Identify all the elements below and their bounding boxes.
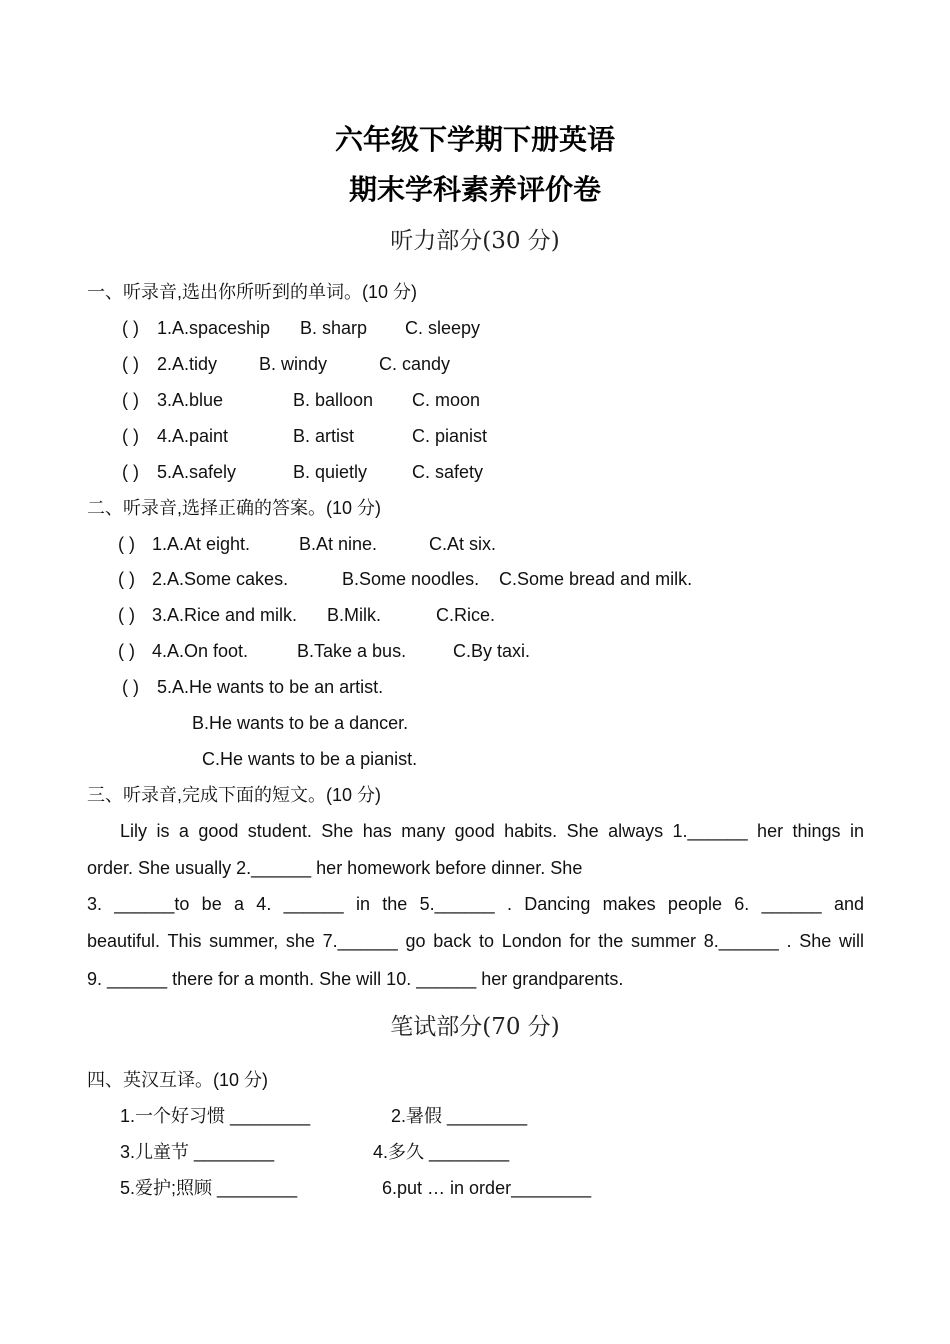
passage-line: 3. ______to be a 4. ______ in the 5.______ . Dancing makes people 6. ______ and <box>87 894 864 914</box>
option-a: 5.A.safely <box>157 462 237 482</box>
answer-paren[interactable]: ( ) <box>118 534 135 554</box>
translation-item[interactable]: 3.儿童节 ________ <box>120 1142 275 1162</box>
option-b: B. windy <box>259 354 328 374</box>
answer-paren[interactable]: ( ) <box>118 641 135 661</box>
option-b: B. sharp <box>300 318 368 338</box>
option-a: 3.A.blue <box>157 390 224 410</box>
option-c: C. candy <box>379 354 451 374</box>
section1-heading: 一、听录音,选出你所听到的单词。(10 分) <box>87 282 418 302</box>
section3-heading: 三、听录音,完成下面的短文。(10 分) <box>87 785 382 805</box>
passage-line: beautiful. This summer, she 7.______ go back to London for the summer 8.______ . She will <box>87 931 864 951</box>
listening-part-title: 听力部分(30 分) <box>390 228 560 254</box>
option-b: B. balloon <box>293 390 374 410</box>
translation-item[interactable]: 5.爱护;照顾 ________ <box>120 1178 298 1198</box>
option-c: C. safety <box>412 462 484 482</box>
option-a: 2.A.Some cakes. <box>152 569 289 589</box>
answer-paren[interactable]: ( ) <box>122 354 139 374</box>
option-c: C.Rice. <box>436 605 496 625</box>
option-b: B. artist <box>293 426 355 446</box>
translation-item[interactable]: 6.put … in order________ <box>382 1178 592 1198</box>
option-c: C.Some bread and milk. <box>499 569 693 589</box>
option-a: 5.A.He wants to be an artist. <box>157 677 384 697</box>
option-b: B.At nine. <box>299 534 378 554</box>
answer-paren[interactable]: ( ) <box>122 426 139 446</box>
answer-paren[interactable]: ( ) <box>118 569 135 589</box>
option-a: 3.A.Rice and milk. <box>152 605 298 625</box>
option-b: B. quietly <box>293 462 368 482</box>
option-a: 4.A.paint <box>157 426 229 446</box>
passage-line: Lily is a good student. She has many good habits. She always 1.______ her things in <box>120 821 864 841</box>
section4-heading: 四、英汉互译。(10 分) <box>87 1070 269 1090</box>
translation-item[interactable]: 2.暑假 ________ <box>391 1106 528 1126</box>
option-c: C.By taxi. <box>453 641 531 661</box>
passage-line: order. She usually 2.______ her homework before dinner. She <box>87 858 583 878</box>
writing-part-title: 笔试部分(70 分) <box>390 1014 560 1040</box>
answer-paren[interactable]: ( ) <box>122 677 139 697</box>
answer-paren[interactable]: ( ) <box>122 318 139 338</box>
option-b: B.Take a bus. <box>297 641 407 661</box>
option-b: B.Some noodles. <box>342 569 480 589</box>
option-a: 1.A.spaceship <box>157 318 271 338</box>
answer-paren[interactable]: ( ) <box>122 462 139 482</box>
passage-line: 9. ______ there for a month. She will 10. ______ her grandparents. <box>87 969 624 989</box>
translation-item[interactable]: 1.一个好习惯 ________ <box>120 1106 311 1126</box>
answer-paren[interactable]: ( ) <box>122 390 139 410</box>
translation-item[interactable]: 4.多久 ________ <box>373 1142 510 1162</box>
exam-title-line1: 六年级下学期下册英语 <box>334 123 615 156</box>
option-a: 1.A.At eight. <box>152 534 251 554</box>
option-c: C. pianist <box>412 426 488 446</box>
option-c: C.At six. <box>429 534 497 554</box>
answer-paren[interactable]: ( ) <box>118 605 135 625</box>
option-b: B.He wants to be a dancer. <box>192 713 409 733</box>
option-a: 4.A.On foot. <box>152 641 249 661</box>
option-c: C. sleepy <box>405 318 481 338</box>
option-c: C.He wants to be a pianist. <box>202 749 418 769</box>
section2-heading: 二、听录音,选择正确的答案。(10 分) <box>87 498 382 518</box>
option-c: C. moon <box>412 390 481 410</box>
option-b: B.Milk. <box>327 605 381 625</box>
exam-title-line2: 期末学科素养评价卷 <box>348 173 601 206</box>
option-a: 2.A.tidy <box>157 354 218 374</box>
